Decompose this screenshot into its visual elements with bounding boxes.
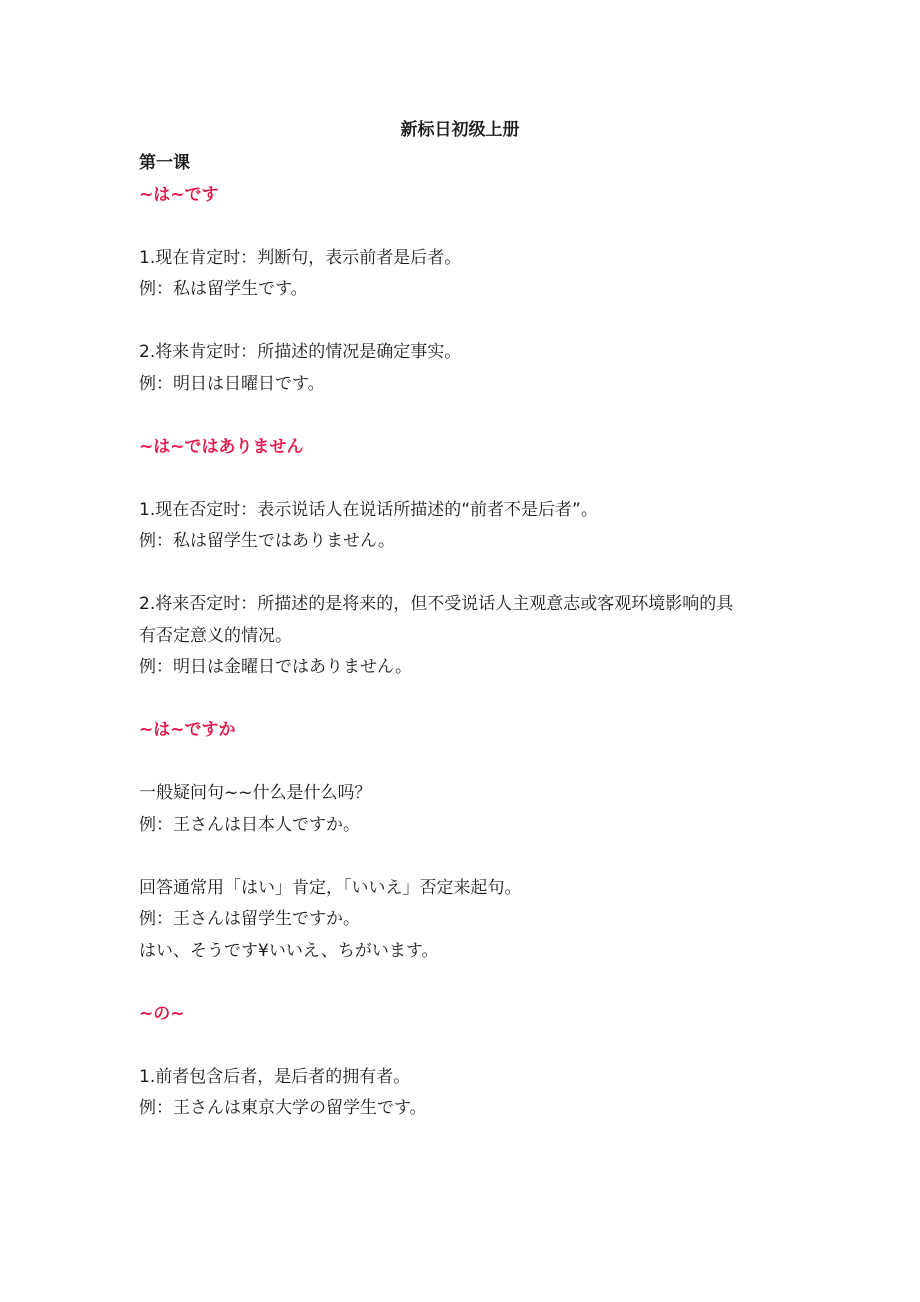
- example-line: 例：王さんは留学生ですか。: [139, 909, 360, 929]
- spacer: [139, 558, 799, 590]
- grammar-heading: ~は~です: [139, 184, 219, 205]
- text-line: 1.现在肯定时：判断句，表示前者是后者。: [139, 247, 462, 268]
- lesson-title: 第一课: [139, 153, 190, 173]
- example-line: 例：王さんは日本人ですか。: [139, 814, 360, 835]
- spacer: [139, 306, 799, 338]
- spacer: [139, 463, 799, 495]
- spacer: [139, 747, 799, 779]
- spacer: [139, 211, 799, 243]
- text-line: 1.现在否定时：表示说话人在说话所描述的“前者不是后者”。: [139, 499, 598, 520]
- example-line: 例：明日は日曜日です。: [139, 373, 325, 394]
- example-line: 例：私は留学生です。: [139, 279, 308, 299]
- spacer: [139, 841, 799, 873]
- text-line: 2.将来否定时：所描述的是将来的，但不受说话人主观意志或客观环境影响的具: [139, 594, 734, 614]
- spacer: [139, 1030, 799, 1062]
- grammar-heading: ~は~ではありません: [139, 436, 304, 457]
- document-title: 新标日初级上册: [400, 120, 520, 140]
- example-line: 例：明日は金曜日ではありません。: [139, 657, 413, 677]
- example-line: 例：私は留学生ではありません。: [139, 531, 396, 551]
- grammar-heading: ~は~ですか: [139, 720, 236, 740]
- example-line: 例：王さんは東京大学の留学生です。: [139, 1098, 427, 1118]
- text-line: 一般疑问句~~什么是什么吗？: [139, 783, 372, 803]
- document-body: [139, 148, 799, 1125]
- text-line: 1.前者包含后者，是后者的拥有者。: [139, 1066, 411, 1087]
- spacer: [139, 684, 799, 716]
- text-line: 回答通常用「はい」肯定，「いいえ」否定来起句。: [139, 877, 522, 898]
- grammar-heading: ~の~: [139, 1003, 185, 1024]
- text-line: 2.将来肯定时：所描述的情况是确定事实。: [139, 342, 462, 362]
- spacer: [139, 400, 799, 432]
- spacer: [139, 967, 799, 999]
- text-line: 有否定意义的情况。: [139, 625, 292, 646]
- answer-line: はい、そうです¥いいえ、ちがいます。: [139, 940, 439, 961]
